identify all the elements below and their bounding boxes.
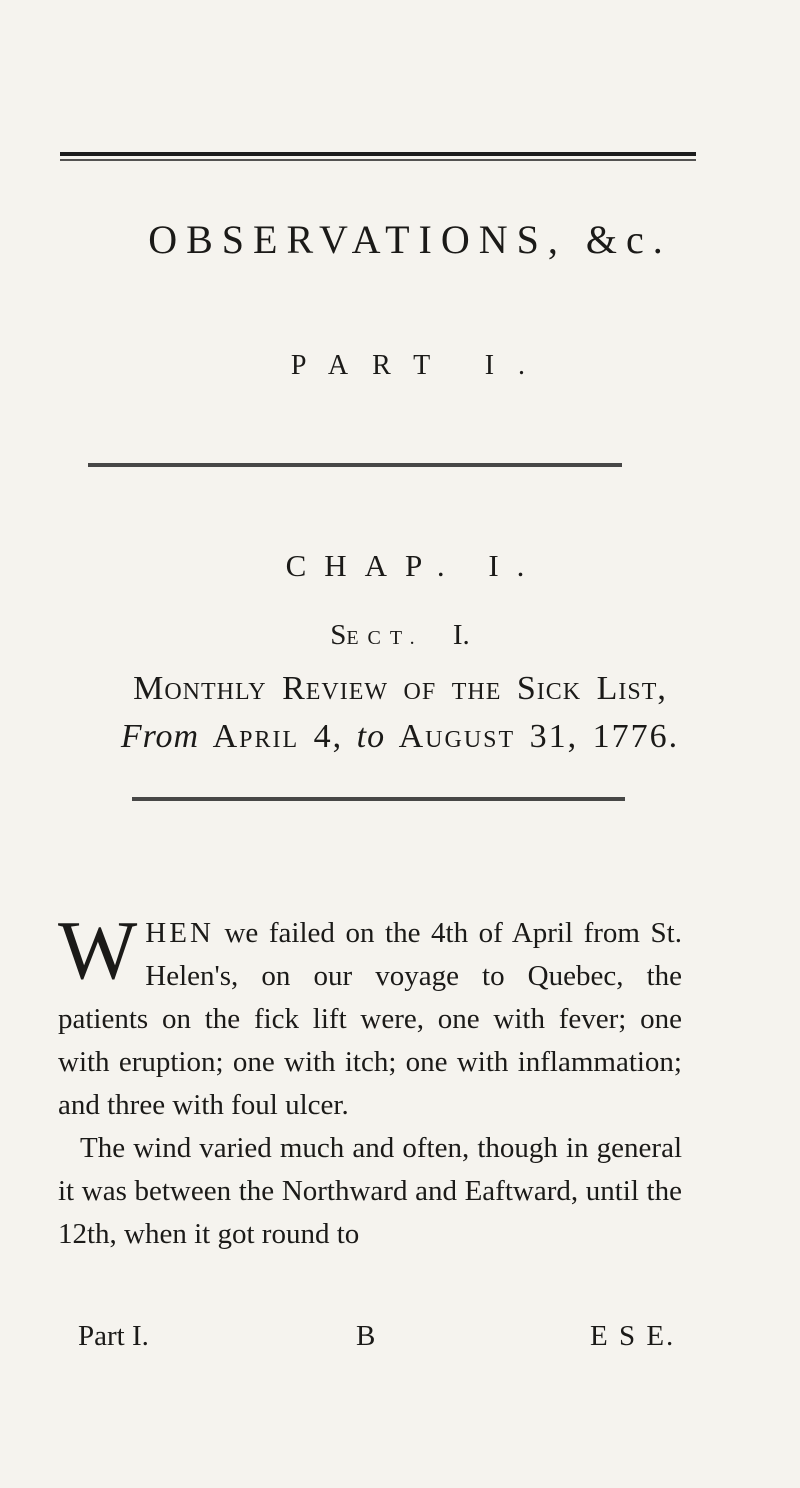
title-divider-rule — [132, 797, 625, 801]
to-word: to — [356, 718, 386, 755]
part-divider-rule — [88, 463, 622, 467]
body-text — [58, 904, 682, 1285]
running-title: OBSERVATIONS, &c. — [148, 217, 672, 262]
signature-mark: Part I. — [78, 1320, 149, 1352]
chapter-heading: CHAP. I. — [285, 548, 543, 583]
top-double-rule — [60, 152, 696, 156]
section-word: ECT. — [346, 627, 424, 649]
section-title-line-1: Monthly Review of the Sick List, — [133, 670, 667, 707]
section-heading — [0, 619, 800, 652]
first-words: HEN — [145, 917, 214, 949]
from-word: From — [120, 718, 200, 755]
section-initial: S — [330, 619, 347, 651]
top-double-rule-thin — [60, 159, 696, 161]
part-heading: PART I. — [290, 350, 550, 381]
gathering-mark: B — [356, 1320, 376, 1352]
section-number: I. — [452, 619, 470, 651]
section-title-line-2 — [0, 718, 800, 756]
drop-cap: W — [58, 904, 138, 997]
end-date: August 31, 1776. — [398, 718, 680, 755]
paragraph-1-text: we failed on the 4th of April from St. Helen's, on our voyage to Quebec, the patients on the fick lift were, one with fever; one with eruption; one with itch; one with inflammation; and three with foul ulcer. — [58, 917, 682, 1121]
paragraph-1 — [58, 904, 682, 1127]
catchword: E S E. — [590, 1320, 676, 1352]
start-date: April 4, — [212, 718, 344, 755]
paragraph-2: The wind varied much and often, though in general it was between the Northward and Eaftward, until the 12th, when it got round to — [58, 1132, 682, 1250]
